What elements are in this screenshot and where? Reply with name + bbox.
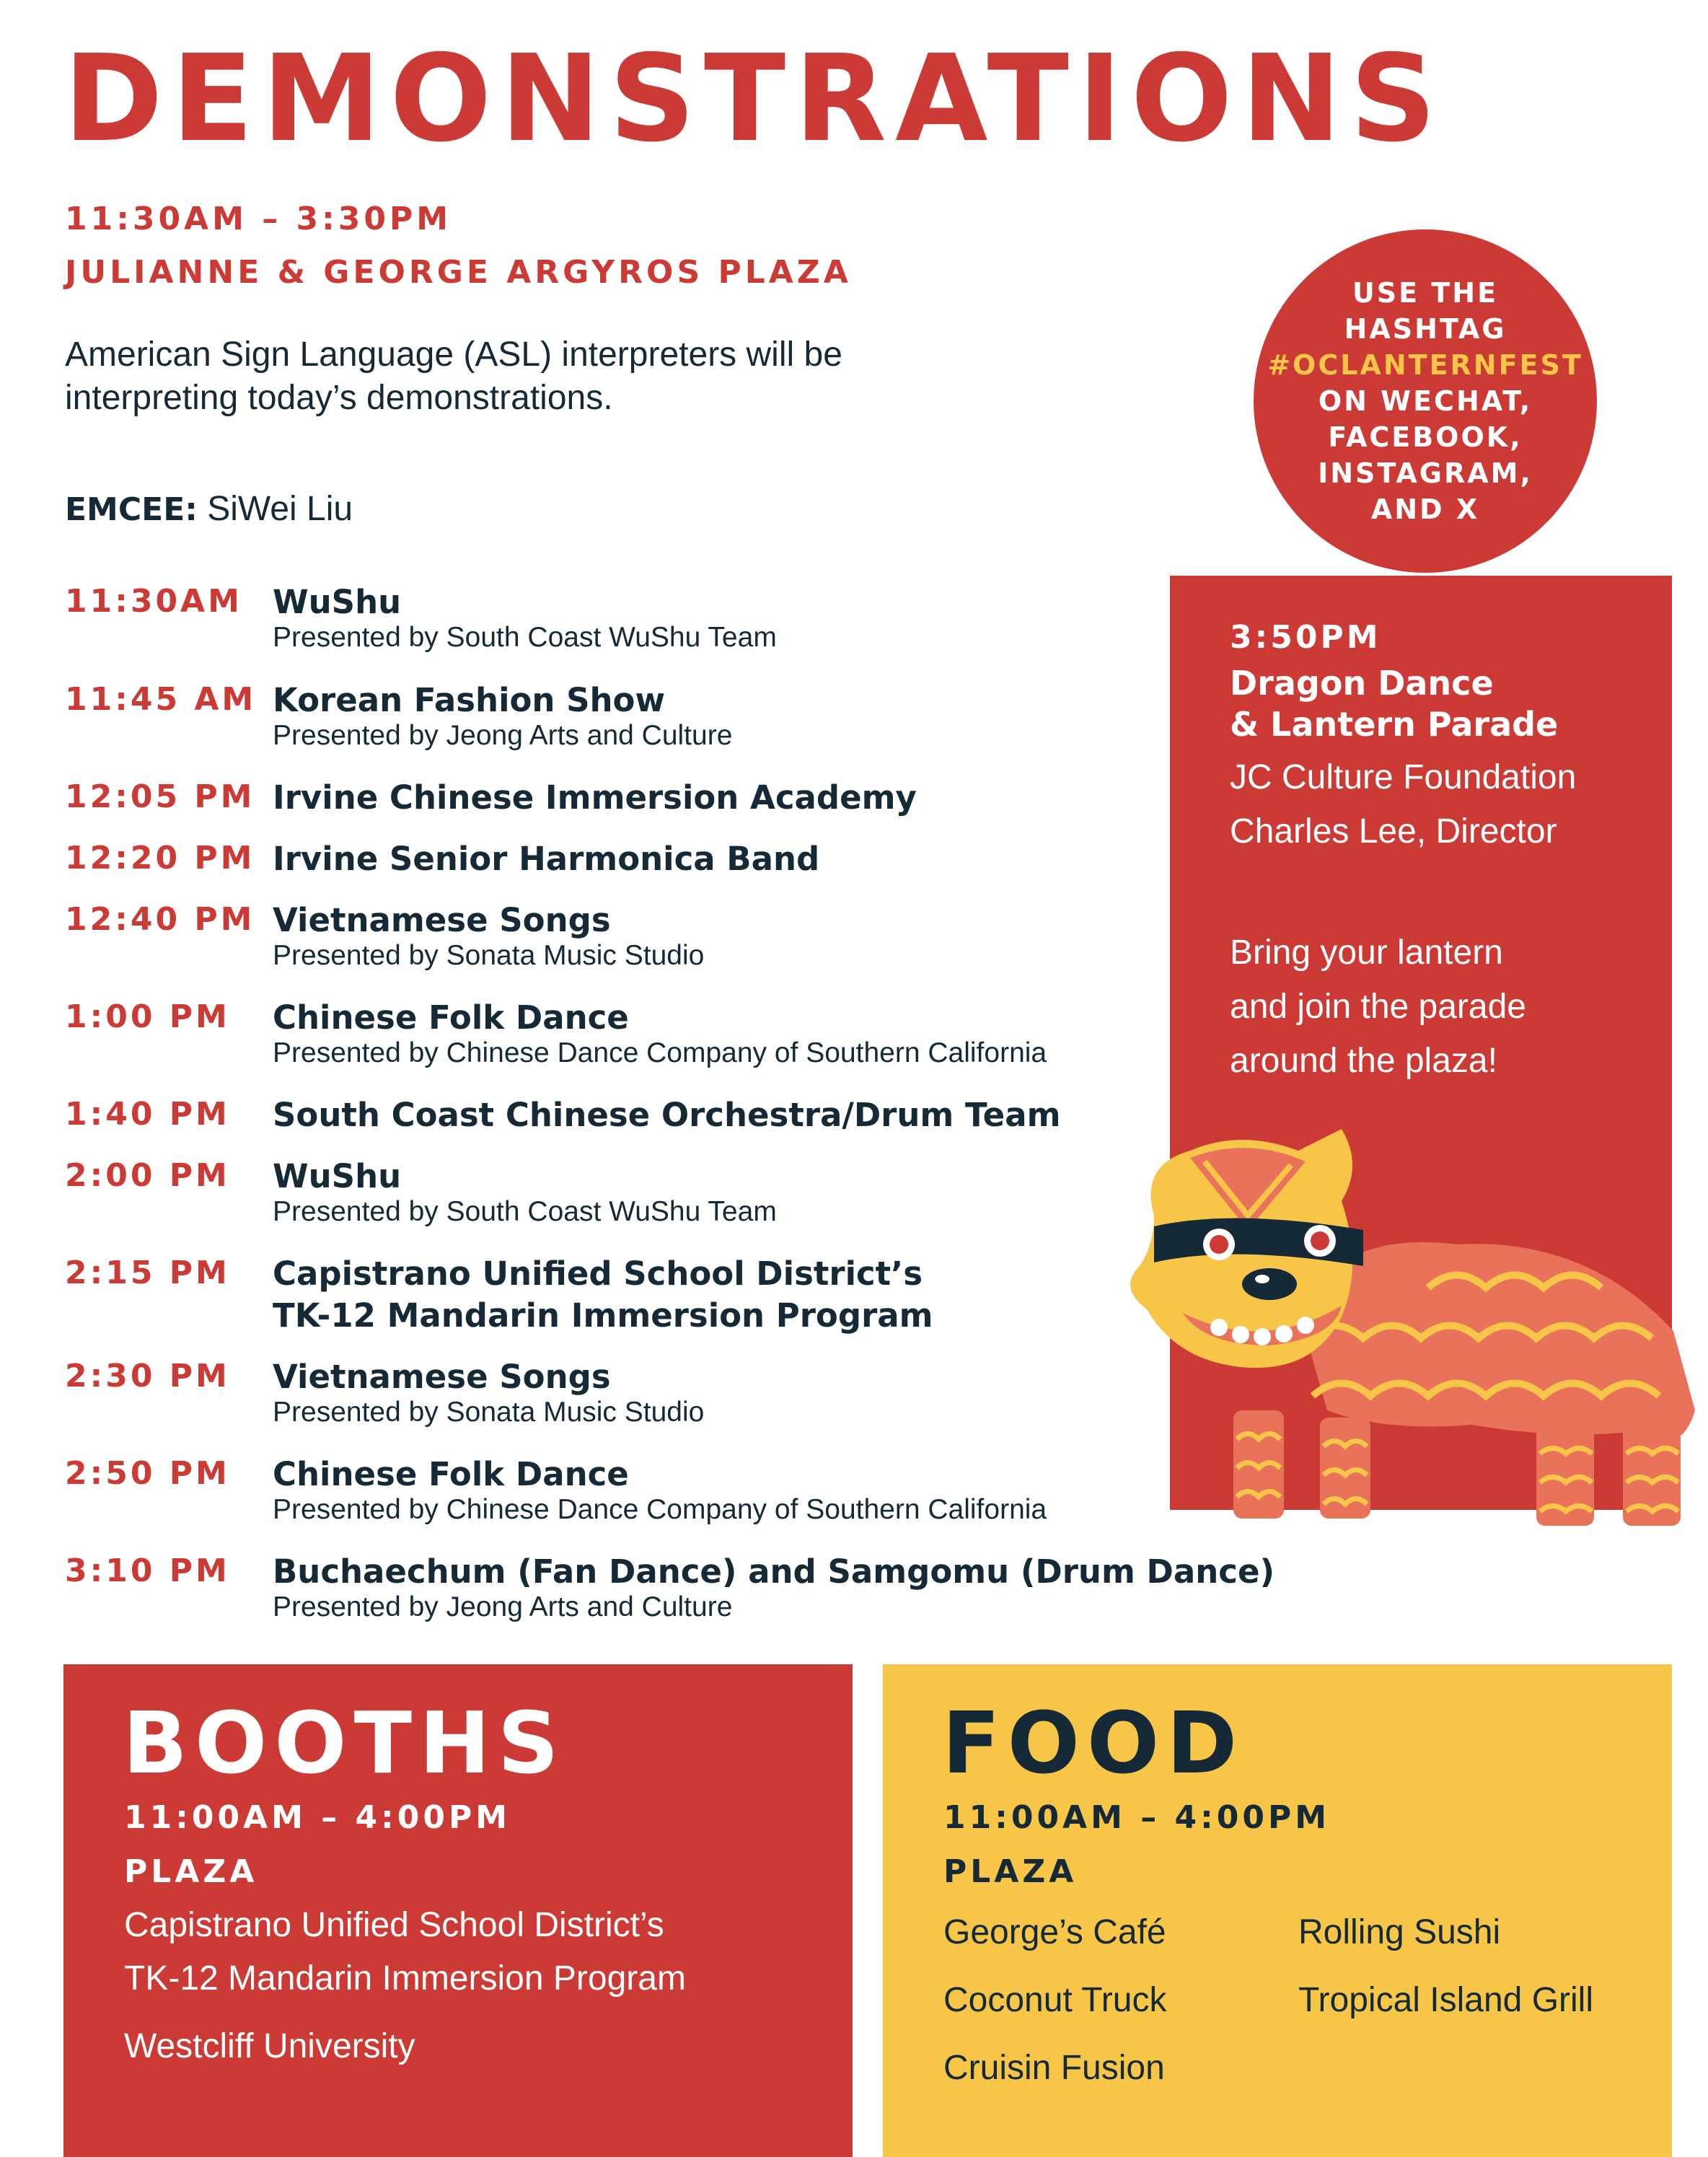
emcee-line: [65, 489, 353, 529]
parade-note: around the plaza!: [1230, 1042, 1497, 1080]
hashtag-line: ON WECHAT,: [1318, 385, 1533, 417]
schedule-time: 2:15 PM: [65, 1255, 230, 1291]
schedule-presenter: Presented by Sonata Music Studio: [273, 940, 705, 971]
demonstrations-time: 11:30AM – 3:30PM: [65, 201, 452, 237]
schedule-time: 12:20 PM: [65, 840, 255, 877]
booth-item: TK-12 Mandarin Immersion Program: [124, 1959, 686, 1998]
booths-time: 11:00AM – 4:00PM: [124, 1799, 511, 1836]
schedule-act-line2: TK-12 Mandarin Immersion Program: [273, 1296, 933, 1335]
food-vendor: Rolling Sushi: [1298, 1913, 1501, 1951]
schedule-presenter: Presented by South Coast WuShu Team: [273, 622, 777, 653]
schedule-time: 2:00 PM: [65, 1157, 230, 1194]
hashtag-line: HASHTAG: [1344, 313, 1507, 345]
food-time: 11:00AM – 4:00PM: [943, 1799, 1331, 1836]
schedule-act: Irvine Chinese Immersion Academy: [273, 778, 917, 817]
parade-note: and join the parade: [1230, 988, 1526, 1026]
emcee-name: SiWei Liu: [207, 490, 353, 528]
schedule-time: 11:30AM: [65, 583, 242, 620]
schedule-presenter: Presented by Jeong Arts and Culture: [273, 1591, 733, 1622]
schedule-presenter: Presented by Chinese Dance Company of Southern California: [273, 1037, 1047, 1068]
parade-org: JC Culture Foundation: [1230, 758, 1577, 796]
schedule-presenter: Presented by Chinese Dance Company of Southern California: [273, 1494, 1047, 1525]
schedule-act: WuShu: [273, 1157, 402, 1195]
schedule-act: South Coast Chinese Orchestra/Drum Team: [273, 1096, 1061, 1134]
schedule-act: Korean Fashion Show: [273, 681, 666, 719]
hashtag-line: INSTAGRAM,: [1318, 457, 1533, 489]
food-vendor: Cruisin Fusion: [943, 2049, 1165, 2087]
schedule-act: Irvine Senior Harmonica Band: [273, 840, 820, 878]
parade-title: Dragon Dance: [1230, 664, 1494, 703]
hashtag-line: AND X: [1370, 493, 1480, 525]
hashtag-tag: #OCLANTERNFEST: [1267, 349, 1583, 381]
food-vendor: George’s Café: [943, 1913, 1166, 1951]
parade-director: Charles Lee, Director: [1230, 812, 1557, 851]
booths-panel: [63, 1664, 853, 2157]
hashtag-line: USE THE: [1352, 277, 1499, 309]
parade-time: 3:50PM: [1230, 619, 1381, 656]
schedule-presenter: Presented by Jeong Arts and Culture: [273, 720, 733, 751]
page-title: DEMONSTRATIONS: [63, 30, 1445, 169]
hashtag-line: FACEBOOK,: [1328, 421, 1523, 453]
schedule-act: Chinese Folk Dance: [273, 1455, 629, 1493]
schedule-time: 11:45 AM: [65, 681, 257, 718]
booths-title: BOOTHS: [123, 1693, 566, 1793]
schedule-presenter: Presented by South Coast WuShu Team: [273, 1196, 777, 1227]
food-vendor: Coconut Truck: [943, 1981, 1167, 2019]
schedule-act: WuShu: [273, 583, 402, 621]
schedule-presenter: Presented by Sonata Music Studio: [273, 1397, 705, 1428]
schedule-time: 1:00 PM: [65, 998, 230, 1035]
schedule-time: 2:50 PM: [65, 1455, 230, 1492]
food-vendor: Tropical Island Grill: [1298, 1981, 1594, 2019]
schedule-time: 12:05 PM: [65, 778, 255, 815]
schedule-time: 1:40 PM: [65, 1096, 230, 1133]
demonstrations-location: JULIANNE & GEORGE ARGYROS PLAZA: [65, 254, 852, 291]
schedule-act: Chinese Folk Dance: [273, 998, 629, 1037]
schedule-act: Buchaechum (Fan Dance) and Samgomu (Drum Dance): [273, 1552, 1275, 1591]
asl-notice: American Sign Language (ASL) interpreters will be interpreting today’s demonstrations.: [65, 335, 842, 417]
booths-location: PLAZA: [124, 1853, 258, 1890]
food-panel: [883, 1664, 1672, 2157]
schedule-time: 3:10 PM: [65, 1552, 230, 1589]
hashtag-badge: [1254, 229, 1597, 573]
parade-note: Bring your lantern: [1230, 933, 1503, 972]
schedule-time: 2:30 PM: [65, 1358, 230, 1394]
schedule-act: Capistrano Unified School District’s: [273, 1255, 923, 1293]
food-location: PLAZA: [943, 1853, 1078, 1890]
parade-title-line2: & Lantern Parade: [1230, 705, 1559, 744]
lion-dance-icon: [1125, 1122, 1702, 1540]
emcee-label: EMCEE:: [65, 491, 198, 528]
booth-item: Westcliff University: [124, 2027, 415, 2065]
food-title: FOOD: [942, 1693, 1245, 1793]
schedule-act: Vietnamese Songs: [273, 1358, 611, 1396]
schedule-time: 12:40 PM: [65, 901, 255, 938]
booth-item: Capistrano Unified School District’s: [124, 1906, 664, 1944]
schedule-act: Vietnamese Songs: [273, 901, 611, 939]
